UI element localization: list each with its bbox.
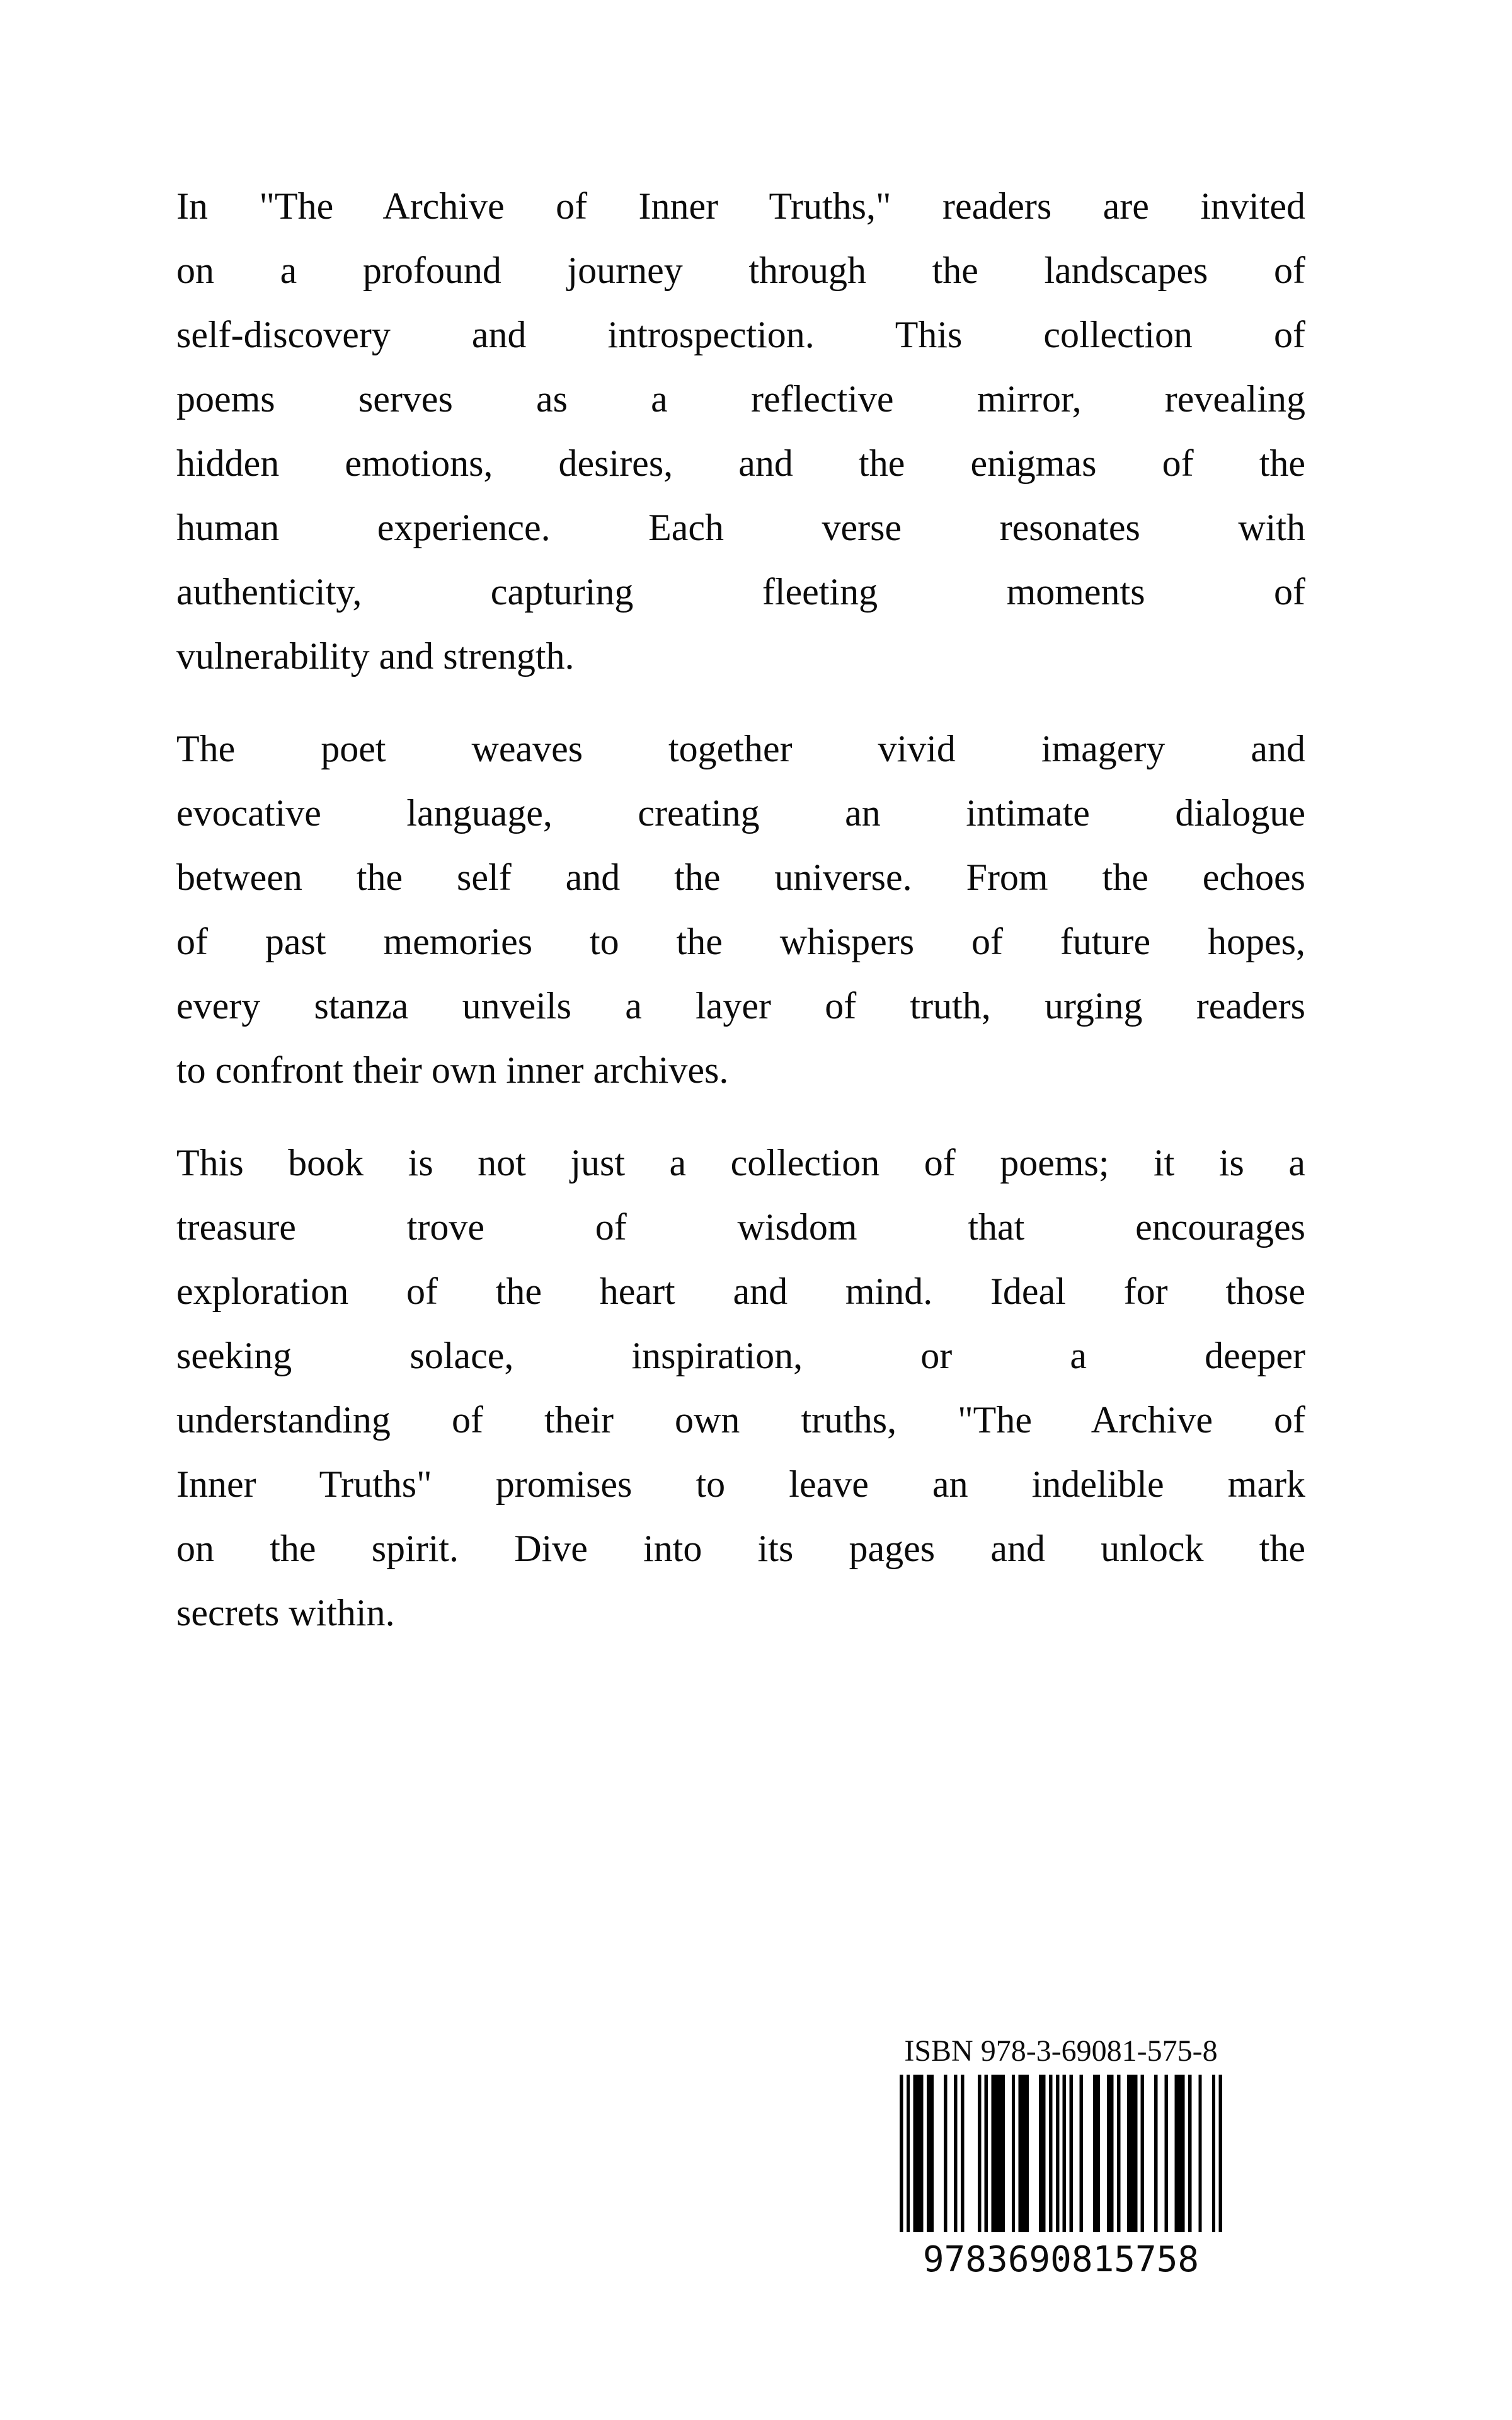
blurb-line: to confront their own inner archives. xyxy=(176,1049,729,1091)
blurb-text xyxy=(176,174,1305,1673)
blurb-line: between the self and the universe. From the echoes xyxy=(176,856,1305,898)
barcode-number: 9783690815758 xyxy=(922,2239,1200,2280)
blurb-line: treasure trove of wisdom that encourages xyxy=(176,1206,1305,1248)
blurb-line: Inner Truths" promises to leave an indelible mark xyxy=(176,1463,1305,1505)
blurb-line: poems serves as a reflective mirror, revealing xyxy=(176,378,1305,420)
blurb-line: seeking solace, inspiration, or a deeper xyxy=(176,1335,1305,1376)
isbn-barcode-block xyxy=(900,2034,1222,2279)
blurb-line: on a profound journey through the landscapes of xyxy=(176,250,1305,291)
blurb-line: vulnerability and strength. xyxy=(176,635,575,677)
blurb-line: of past memories to the whispers of future hopes, xyxy=(176,921,1305,962)
blurb-paragraph xyxy=(176,174,1305,688)
ean13-barcode-icon xyxy=(900,2075,1222,2232)
blurb-line: hidden emotions, desires, and the enigmas of the xyxy=(176,442,1305,484)
blurb-line: every stanza unveils a layer of truth, urging readers xyxy=(176,985,1305,1027)
blurb-line: human experience. Each verse resonates with xyxy=(176,507,1305,548)
blurb-line: This book is not just a collection of poems; it is a xyxy=(176,1142,1305,1184)
blurb-paragraph xyxy=(176,717,1305,1102)
blurb-line: secrets within. xyxy=(176,1592,395,1634)
blurb-line: on the spirit. Dive into its pages and unlock the xyxy=(176,1528,1305,1569)
blurb-line: The poet weaves together vivid imagery and xyxy=(176,728,1305,769)
blurb-line: evocative language, creating an intimate dialogue xyxy=(176,792,1305,834)
blurb-line: exploration of the heart and mind. Ideal for those xyxy=(176,1270,1305,1312)
blurb-paragraph xyxy=(176,1131,1305,1645)
blurb-line: In "The Archive of Inner Truths," readers are invited xyxy=(176,185,1305,227)
blurb-line: self-discovery and introspection. This collection of xyxy=(176,314,1305,355)
isbn-label: ISBN 978-3-69081-575-8 xyxy=(904,2034,1218,2068)
blurb-line: authenticity, capturing fleeting moments of xyxy=(176,571,1305,613)
blurb-line: understanding of their own truths, "The Archive of xyxy=(176,1399,1305,1441)
